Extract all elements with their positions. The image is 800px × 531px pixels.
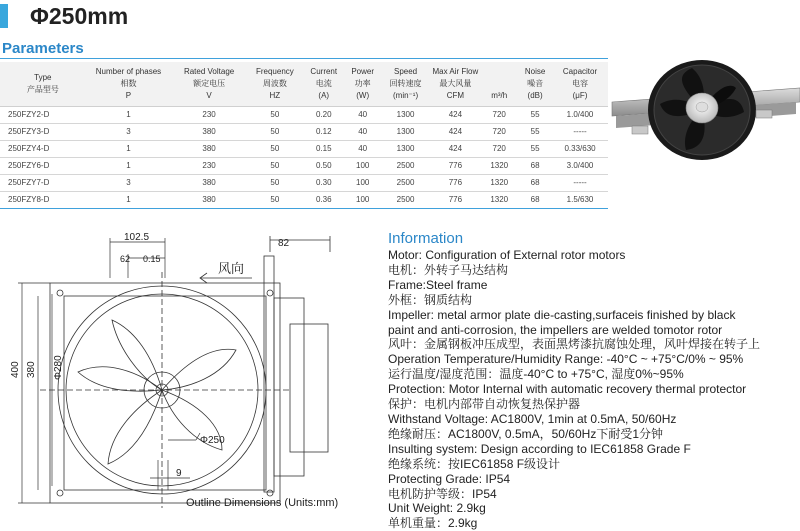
table-cell: 720 bbox=[480, 106, 518, 123]
table-cell: 720 bbox=[480, 140, 518, 157]
table-cell: 424 bbox=[430, 123, 480, 140]
table-row bbox=[0, 106, 608, 123]
header-phases bbox=[86, 62, 172, 106]
table-cell: 50 bbox=[247, 174, 303, 191]
dim-9: 9 bbox=[176, 468, 182, 479]
table-cell: 3 bbox=[86, 123, 172, 140]
table-cell: 230 bbox=[171, 106, 247, 123]
header-text: Capacitor bbox=[562, 66, 598, 76]
header-text: Frequency bbox=[255, 66, 294, 76]
header-airflow-m3h bbox=[480, 62, 518, 106]
table-cell: 776 bbox=[430, 191, 480, 208]
table-cell: 40 bbox=[345, 106, 381, 123]
table-cell: 100 bbox=[345, 174, 381, 191]
table-cell: 1 bbox=[86, 106, 172, 123]
header-current bbox=[303, 62, 345, 106]
table-cell: 250FZY4-D bbox=[0, 140, 86, 157]
table-row bbox=[0, 140, 608, 157]
header-type bbox=[0, 62, 86, 106]
header-voltage bbox=[171, 62, 247, 106]
table-cell: 68 bbox=[518, 174, 552, 191]
header-text: (W) bbox=[356, 90, 370, 100]
information-list bbox=[388, 248, 800, 531]
table-row bbox=[0, 157, 608, 174]
table-cell: 250FZY7-D bbox=[0, 174, 86, 191]
header-text: 产品型号 bbox=[26, 84, 59, 94]
drawing-caption: Outline Dimensions (Units:mm) bbox=[186, 497, 339, 509]
header-text: V bbox=[206, 90, 212, 100]
parameters-heading: Parameters bbox=[2, 40, 84, 57]
table-cell: 3.0/400 bbox=[552, 157, 608, 174]
header-text: P bbox=[125, 90, 132, 100]
header-noise bbox=[518, 62, 552, 106]
table-cell: 55 bbox=[518, 123, 552, 140]
info-line: 外框：钢质结构 bbox=[388, 292, 473, 307]
header-text: (min⁻¹) bbox=[393, 90, 419, 100]
table-cell: 250FZY2-D bbox=[0, 106, 86, 123]
information-heading: Information bbox=[388, 230, 464, 247]
table-cell: 50 bbox=[247, 191, 303, 208]
header-text: 回转速度 bbox=[389, 78, 422, 88]
table-cell: 0.36 bbox=[303, 191, 345, 208]
dim-380: 380 bbox=[26, 361, 37, 378]
table-cell: 380 bbox=[171, 123, 247, 140]
info-line: 电机防护等级：IP54 bbox=[388, 486, 497, 501]
table-row bbox=[0, 123, 608, 140]
table-cell: 230 bbox=[171, 157, 247, 174]
info-line: Frame:Steel frame bbox=[388, 277, 488, 292]
table-row bbox=[0, 174, 608, 191]
header-text: 功率 bbox=[354, 78, 371, 88]
table-body bbox=[0, 106, 608, 208]
header-speed bbox=[381, 62, 431, 106]
table-cell: 424 bbox=[430, 106, 480, 123]
header-power bbox=[345, 62, 381, 106]
header-text: CFM bbox=[446, 90, 465, 100]
table-cell: 50 bbox=[247, 123, 303, 140]
table-cell: 380 bbox=[171, 191, 247, 208]
parameters-divider bbox=[0, 58, 608, 59]
table-cell: 68 bbox=[518, 157, 552, 174]
dim-0-15: 0.15 bbox=[143, 254, 161, 264]
table-cell: 2500 bbox=[381, 174, 431, 191]
header-text bbox=[482, 78, 516, 90]
title-accent-bar bbox=[0, 4, 8, 28]
header-text: Type bbox=[34, 72, 52, 82]
header-text: Speed bbox=[393, 66, 418, 76]
header-text: HZ bbox=[269, 90, 281, 100]
table-cell: 3 bbox=[86, 174, 172, 191]
table-cell: 1300 bbox=[381, 123, 431, 140]
header-capacitor bbox=[552, 62, 608, 106]
table-cell: ----- bbox=[552, 174, 608, 191]
table-cell: 40 bbox=[345, 140, 381, 157]
fan-product-photo bbox=[612, 58, 800, 168]
info-line: paint and anti-corrosion, the impellers are welded tomotor rotor bbox=[388, 322, 723, 337]
table-cell: 100 bbox=[345, 157, 381, 174]
table-row bbox=[0, 191, 608, 208]
dim-phi-250: Φ250 bbox=[200, 435, 225, 446]
info-line: 保护：电机内部带自动恢复热保护器 bbox=[388, 397, 581, 412]
header-text: 额定电压 bbox=[193, 78, 226, 88]
header-text: Noise bbox=[524, 66, 546, 76]
header-text bbox=[482, 66, 516, 78]
table-cell: 720 bbox=[480, 123, 518, 140]
table-cell: 1 bbox=[86, 140, 172, 157]
info-line: Impeller: metal armor plate die-casting,surfaceis finished by black bbox=[388, 307, 736, 322]
table-cell: ----- bbox=[552, 123, 608, 140]
table-cell: 55 bbox=[518, 106, 552, 123]
table-cell: 40 bbox=[345, 123, 381, 140]
table-cell: 1 bbox=[86, 191, 172, 208]
table-cell: 2500 bbox=[381, 191, 431, 208]
table-cell: 1320 bbox=[480, 157, 518, 174]
table-cell: 1320 bbox=[480, 191, 518, 208]
table-cell: 1320 bbox=[480, 174, 518, 191]
title-bar bbox=[0, 4, 800, 28]
table-cell: 0.33/630 bbox=[552, 140, 608, 157]
info-line: 单机重量：2.9kg bbox=[388, 516, 478, 531]
parameters-table bbox=[0, 62, 608, 209]
table-cell: 776 bbox=[430, 174, 480, 191]
info-line: Insulting system: Design according to IEC61858 Grade F bbox=[388, 441, 691, 456]
dim-62: 62 bbox=[120, 254, 131, 264]
info-line: Withstand Voltage: AC1800V, 1min at 0.5mA, 50/60Hz bbox=[388, 411, 677, 426]
header-text: 相数 bbox=[120, 78, 137, 88]
header-text: 周波数 bbox=[262, 78, 287, 88]
table-cell: 250FZY6-D bbox=[0, 157, 86, 174]
table-cell: 2500 bbox=[381, 157, 431, 174]
table-cell: 0.12 bbox=[303, 123, 345, 140]
info-line: Motor: Configuration of External rotor motors bbox=[388, 248, 626, 262]
dim-400: 400 bbox=[10, 361, 21, 378]
front-view bbox=[40, 272, 290, 508]
info-line: Unit Weight: 2.9kg bbox=[388, 501, 486, 516]
header-text: Number of phases bbox=[95, 66, 162, 76]
info-line: 绝缘系统：按IEC61858 F级设计 bbox=[388, 456, 561, 471]
header-text: 电流 bbox=[315, 78, 332, 88]
header-frequency bbox=[247, 62, 303, 106]
header-text: Current bbox=[310, 66, 338, 76]
table-cell: 1300 bbox=[381, 106, 431, 123]
table-cell: 424 bbox=[430, 140, 480, 157]
info-line: 风叶：金属钢板冲压成型，表面黑烤漆抗腐蚀处理，风叶焊接在转子上 bbox=[388, 337, 761, 352]
table-cell: 380 bbox=[171, 140, 247, 157]
header-text: 最大风量 bbox=[439, 78, 472, 88]
table-cell: 0.15 bbox=[303, 140, 345, 157]
header-text: Max Air Flow bbox=[432, 66, 479, 76]
left-dimension-lines bbox=[18, 283, 52, 503]
header-text: Power bbox=[351, 66, 375, 76]
table-cell: 0.50 bbox=[303, 157, 345, 174]
table-cell: 380 bbox=[171, 174, 247, 191]
table-cell: 100 bbox=[345, 191, 381, 208]
header-text: (dB) bbox=[527, 90, 543, 100]
info-line: Protection: Motor Internal with automatic recovery thermal protector bbox=[388, 382, 747, 397]
table-cell: 1.0/400 bbox=[552, 106, 608, 123]
header-airflow-cfm bbox=[430, 62, 480, 106]
table-cell: 250FZY3-D bbox=[0, 123, 86, 140]
header-text: m³/h bbox=[491, 90, 508, 100]
table-cell: 1 bbox=[86, 157, 172, 174]
dim-82: 82 bbox=[278, 238, 290, 249]
page-title: Φ250mm bbox=[30, 3, 129, 29]
table-cell: 50 bbox=[247, 157, 303, 174]
table-cell: 0.20 bbox=[303, 106, 345, 123]
outline-dimension-drawing bbox=[0, 228, 380, 512]
table-cell: 776 bbox=[430, 157, 480, 174]
table-cell: 0.30 bbox=[303, 174, 345, 191]
header-text: (A) bbox=[318, 90, 330, 100]
info-line: Operation Temperature/Humidity Range: -40°C ~ +75°C/0% ~ 95% bbox=[388, 352, 744, 367]
info-line: 运行温度/湿度范围：温度-40°C to +75°C, 湿度0%~95% bbox=[388, 367, 684, 382]
header-text: 电容 bbox=[572, 78, 589, 88]
info-line: 电机：外转子马达结构 bbox=[388, 262, 509, 277]
dim-phi-280: Φ280 bbox=[53, 355, 64, 380]
table-cell: 250FZY8-D bbox=[0, 191, 86, 208]
table-cell: 1300 bbox=[381, 140, 431, 157]
header-text: 噪音 bbox=[527, 78, 544, 88]
wind-direction-label: 风向 bbox=[218, 261, 245, 276]
header-text: (μF) bbox=[572, 90, 588, 100]
table-cell: 1.5/630 bbox=[552, 191, 608, 208]
table-cell: 50 bbox=[247, 106, 303, 123]
info-line: Protecting Grade: IP54 bbox=[388, 471, 511, 486]
info-line: 绝缘耐压：AC1800V, 0.5mA，50/60Hz下耐受1分钟 bbox=[388, 426, 663, 441]
table-cell: 55 bbox=[518, 140, 552, 157]
table-header-row bbox=[0, 62, 608, 106]
header-text: Rated Voltage bbox=[183, 66, 235, 76]
side-view bbox=[264, 236, 330, 492]
table-cell: 68 bbox=[518, 191, 552, 208]
dim-102-5: 102.5 bbox=[124, 232, 150, 243]
table-cell: 50 bbox=[247, 140, 303, 157]
